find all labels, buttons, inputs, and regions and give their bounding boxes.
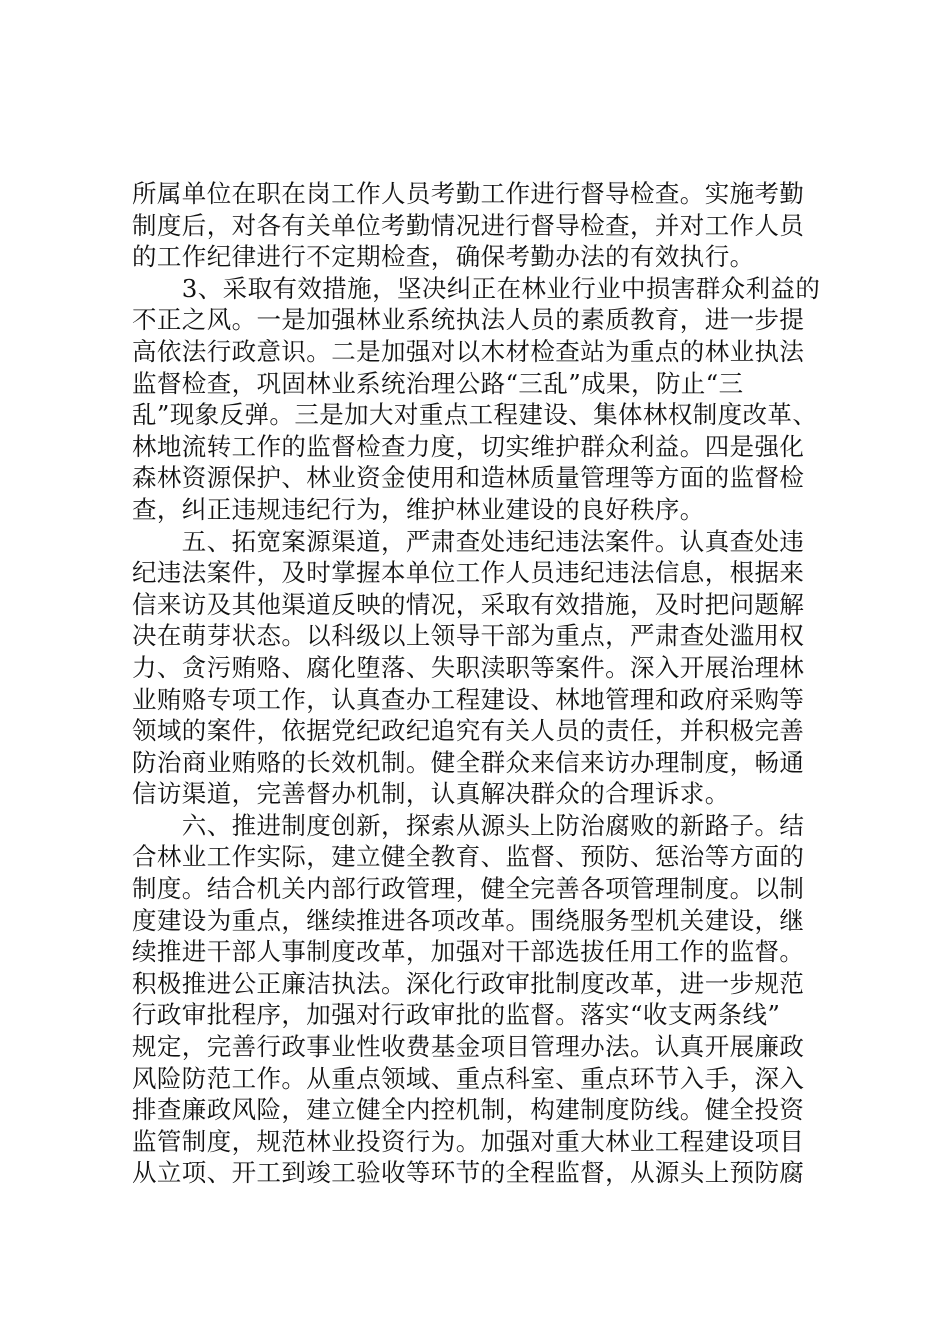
text-line: 排查廉政风险，建立健全内控机制，构建制度防线。健全投资	[132, 1095, 805, 1125]
text-line: 所属单位在职在岗工作人员考勤工作进行督导检查。实施考勤	[132, 179, 805, 208]
text-line: 制度。结合机关内部行政管理，健全完善各项管理制度。以制	[132, 874, 805, 904]
text-line: 行政审批程序，加强对行政审批的监督。落实“收支两条线”	[132, 1000, 781, 1030]
text-line: 高依法行政意识。二是加强对以木材检查站为重点的林业执法	[132, 336, 805, 366]
text-line: 信访渠道，完善督办机制，认真解决群众的合理诉求。	[132, 779, 730, 809]
text-line: 五、拓宽案源渠道，严肃查处违纪违法案件。认真查处违	[132, 526, 805, 556]
text-line: 从立项、开工到竣工验收等环节的全程监督，从源头上预防腐	[132, 1158, 805, 1188]
text-line: 监管制度，规范林业投资行为。加强对重大林业工程建设项目	[132, 1126, 805, 1156]
text-line: 决在萌芽状态。以科级以上领导干部为重点，严肃查处滥用权	[132, 621, 805, 651]
text-line: 不正之风。一是加强林业系统执法人员的素质教育，进一步提	[132, 305, 805, 335]
text-line: 业贿赂专项工作，认真查办工程建设、林地管理和政府采购等	[132, 684, 805, 714]
text-line: 森林资源保护、林业资金使用和造林质量管理等方面的监督检	[132, 463, 805, 493]
text-line: 合林业工作实际，建立健全教育、监督、预防、惩治等方面的	[132, 842, 805, 872]
text-line: 防治商业贿赂的长效机制。健全群众来信来访办理制度，畅通	[132, 747, 805, 777]
text-line: 六、推进制度创新，探索从源头上防治腐败的新路子。结	[132, 810, 805, 840]
text-line: 纪违法案件，及时掌握本单位工作人员违纪违法信息，根据来	[132, 558, 805, 588]
text-line: 力、贪污贿赂、腐化堕落、失职渎职等案件。深入开展治理林	[132, 652, 805, 682]
text-line: 制度后，对各有关单位考勤情况进行督导检查，并对工作人员	[132, 210, 805, 240]
text-line: 信来访及其他渠道反映的情况，采取有效措施，及时把问题解	[132, 589, 805, 619]
text-line: 监督检查，巩固林业系统治理公路“三乱”成果，防止“三	[132, 368, 744, 398]
text-line: 风险防范工作。从重点领域、重点科室、重点环节入手，深入	[132, 1063, 805, 1093]
text-line: 续推进干部人事制度改革，加强对干部选拔任用工作的监督。	[132, 937, 805, 967]
text-line: 规定，完善行政事业性收费基金项目管理办法。认真开展廉政	[132, 1032, 805, 1062]
text-line: 度建设为重点，继续推进各项改革。围绕服务型机关建设，继	[132, 905, 805, 935]
text-line: 积极推进公正廉洁执法。深化行政审批制度改革，进一步规范	[132, 968, 805, 998]
text-line: 领域的案件，依据党纪政纪追究有关人员的责任，并积极完善	[132, 716, 805, 746]
text-line: 查，纠正违规违纪行为，维护林业建设的良好秩序。	[132, 494, 705, 524]
text-line: 乱”现象反弹。三是加大对重点工程建设、集体林权制度改革、	[132, 400, 818, 430]
document-body	[132, 178, 832, 1189]
text-line: 3、采取有效措施，坚决纠正在林业行业中损害群众利益的	[132, 273, 821, 303]
text-line: 的工作纪律进行不定期检查，确保考勤办法的有效执行。	[132, 242, 755, 272]
text-line: 林地流转工作的监督检查力度，切实维护群众利益。四是强化	[132, 431, 805, 461]
